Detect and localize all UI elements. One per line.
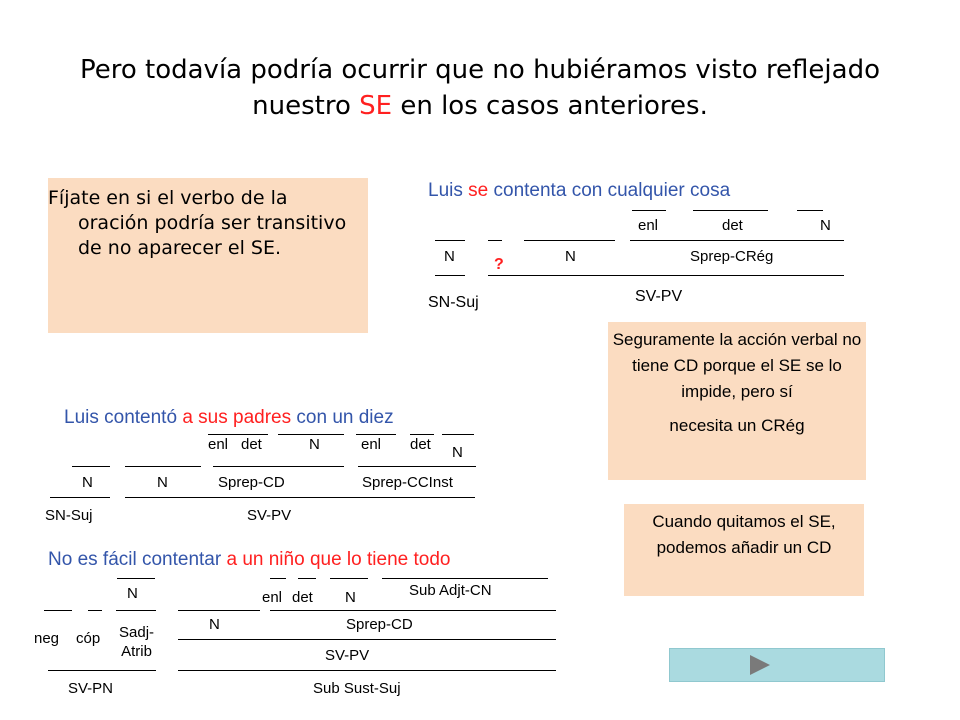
play-icon xyxy=(750,655,770,675)
s1-line-sprep xyxy=(630,240,844,241)
title-after: en los casos anteriores. xyxy=(392,91,708,121)
s3-label-det: det xyxy=(292,589,313,606)
s2-label-n1: N xyxy=(82,474,93,491)
s2-label-sprep-cd: Sprep-CD xyxy=(218,474,285,491)
s1-line-snsuj xyxy=(435,275,465,276)
sentence2 xyxy=(64,407,394,429)
s3-line-n2 xyxy=(178,610,260,611)
s1-line-n xyxy=(797,210,823,211)
sentence1 xyxy=(428,180,730,202)
s3-label-enl: enl xyxy=(262,589,283,606)
s2-word-luis: Luis xyxy=(64,407,99,428)
s3-line-sprep-cd xyxy=(270,610,556,611)
note-text: Fíjate en si el verbo de la oración podría ser transitivo de no aparecer el SE. xyxy=(48,187,347,259)
s2-label-enl1: enl xyxy=(208,436,229,453)
s3-phrase-no-es-facil: No es fácil contentar xyxy=(48,549,222,570)
s3-phrase-a-un-nino: a un niño xyxy=(226,549,305,570)
s1-label-snsuj: SN-Suj xyxy=(428,294,479,311)
s2-label-det2: det xyxy=(410,436,431,453)
sentence3 xyxy=(48,549,450,571)
s2-label-det1: det xyxy=(241,436,262,453)
s2-label-snsuj: SN-Suj xyxy=(45,507,93,524)
s3-line-enl xyxy=(270,578,286,579)
explanation-box-1 xyxy=(608,322,866,480)
s2-phrase-con-un-diez: con un diez xyxy=(296,407,394,428)
s3-label-svpn: SV-PN xyxy=(68,680,114,697)
s1-label-enl: enl xyxy=(638,217,659,234)
s3-label-sadj-atrib: Sadj- Atrib xyxy=(119,624,155,660)
s3-line-svpn xyxy=(48,670,156,671)
s1-word-contenta: contenta xyxy=(493,180,567,201)
s3-label-sub-sust: Sub Sust-Suj xyxy=(313,680,401,697)
s1-label-n2: N xyxy=(565,248,576,265)
s3-line-sadj xyxy=(116,610,156,611)
s2-label-n-inner: N xyxy=(309,436,320,453)
s3-label-n2: N xyxy=(209,616,220,633)
explanation-2-text: Cuando quitamos el SE, podemos añadir un CD xyxy=(652,512,836,557)
s2-phrase-a-sus-padres: a sus padres xyxy=(182,407,292,428)
s3-line-neg xyxy=(44,610,72,611)
s2-line-n1 xyxy=(72,466,110,467)
s2-line-n-inner xyxy=(278,434,344,435)
s3-label-n-top: N xyxy=(127,585,138,602)
title-highlight: SE xyxy=(359,91,393,121)
s3-line-n-mid xyxy=(330,578,368,579)
s3-line-n-top xyxy=(117,578,155,579)
s1-word-se: se xyxy=(468,180,489,201)
s2-line-enldet xyxy=(208,434,268,435)
s1-label-question: ? xyxy=(494,256,504,273)
s2-line-n2-inner xyxy=(442,434,474,435)
s2-line-sprep-ccinst xyxy=(358,466,476,467)
title-before: Pero todavía podría ocurrir que no hubiéramos visto reflejado nuestro xyxy=(79,55,880,121)
s1-word-con: con xyxy=(571,180,603,201)
s2-line-det2 xyxy=(410,434,434,435)
s3-label-neg: neg xyxy=(34,630,60,647)
s3-line-cop xyxy=(88,610,102,611)
s2-line-enl2 xyxy=(356,434,396,435)
note-box xyxy=(48,178,368,333)
s1-line-enl xyxy=(632,210,666,211)
s3-label-sub-adjt: Sub Adjt-CN xyxy=(409,582,492,599)
s3-line-det xyxy=(298,578,316,579)
s3-label-sprep-cd: Sprep-CD xyxy=(346,616,413,633)
s1-line-svpv xyxy=(488,275,844,276)
s3-line-sub-adjt xyxy=(382,578,548,579)
explanation-1-text: Seguramente la acción verbal no tiene CD porque el SE se lo impide, pero sí xyxy=(612,330,862,401)
s3-label-cop: cóp xyxy=(76,630,101,647)
s1-line-det xyxy=(693,210,768,211)
s2-label-n-inner2: N xyxy=(452,444,463,461)
s2-line-snsuj xyxy=(50,497,110,498)
s2-line-sprep-cd xyxy=(213,466,344,467)
s1-label-det: det xyxy=(722,217,743,234)
s1-word-luis: Luis xyxy=(428,180,463,201)
s1-line-se xyxy=(488,240,502,241)
s3-label-svpv: SV-PV xyxy=(325,647,370,664)
s1-label-n1: N xyxy=(444,248,455,265)
slide-title xyxy=(60,52,900,124)
explanation-1-text-2: necesita un CRég xyxy=(669,416,805,435)
s1-label-n-top: N xyxy=(820,217,831,234)
s3-label-n-mid: N xyxy=(345,589,356,606)
s1-line-n1 xyxy=(435,240,465,241)
s1-line-n2 xyxy=(524,240,615,241)
next-slide-button[interactable] xyxy=(669,648,885,682)
s2-line-n2 xyxy=(125,466,201,467)
s2-label-n2: N xyxy=(157,474,168,491)
s1-label-svpv: SV-PV xyxy=(635,288,683,305)
s2-label-sprep-ccinst: Sprep-CCInst xyxy=(362,474,453,491)
s1-word-cosa: cosa xyxy=(690,180,731,201)
s2-label-enl2: enl xyxy=(361,436,382,453)
s3-line-sub-sust xyxy=(178,670,556,671)
s1-word-cualquier: cualquier xyxy=(607,180,685,201)
s1-label-sprep: Sprep-CRég xyxy=(690,248,774,265)
s2-word-contento: contentó xyxy=(104,407,178,428)
s3-line-svpv xyxy=(178,639,556,640)
s2-label-svpv: SV-PV xyxy=(247,507,292,524)
explanation-box-2 xyxy=(624,504,864,596)
s3-phrase-que-lo-tiene: que lo tiene todo xyxy=(309,549,451,570)
s2-line-svpv xyxy=(125,497,475,498)
